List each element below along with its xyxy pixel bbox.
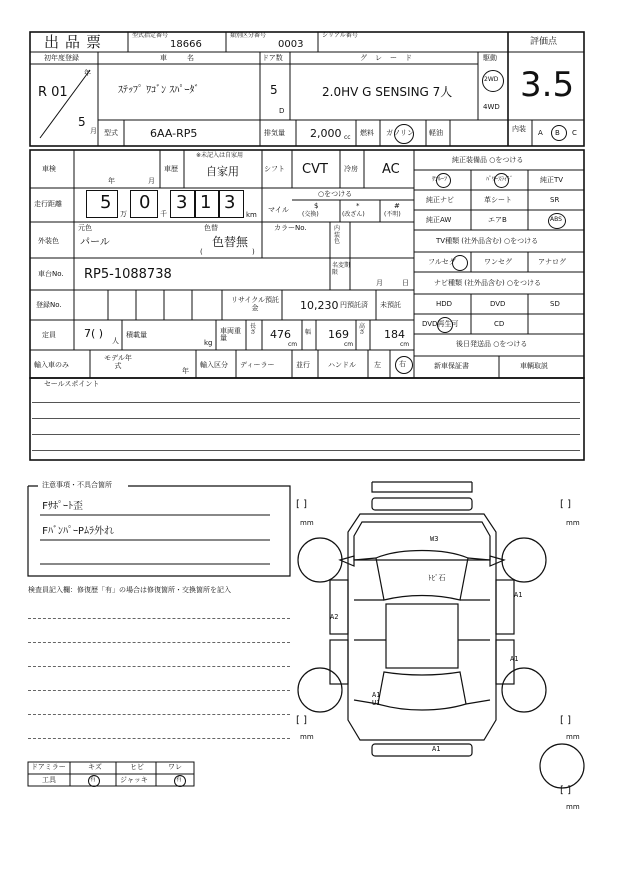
type-label: 型式 bbox=[104, 129, 118, 137]
km-unit: km bbox=[246, 211, 257, 219]
handle-left: 左 bbox=[374, 361, 381, 369]
navi-hdd: HDD bbox=[436, 300, 453, 308]
damage-left-door: A2 bbox=[330, 613, 339, 621]
equipment-title: 純正装備品 ○をつける bbox=[452, 156, 524, 164]
interior-label: 内装 bbox=[512, 125, 526, 133]
navi-dvd: DVD bbox=[490, 300, 506, 308]
category-label: 類別区分番号 bbox=[230, 32, 267, 39]
later-warranty: 新車保証書 bbox=[434, 362, 469, 370]
mileage-digit-5: 3 bbox=[224, 192, 236, 213]
cc-unit: cc bbox=[344, 134, 351, 141]
interior-b: B bbox=[555, 129, 560, 137]
handle-right: 右 bbox=[399, 360, 406, 368]
acc-tool-label: 工具 bbox=[42, 776, 56, 784]
acc-scratch: キズ bbox=[88, 763, 102, 771]
equip-power-slide: ﾊﾟﾜｰｽﾗｲﾄﾞ bbox=[486, 176, 514, 183]
load-label: 積載量 bbox=[126, 331, 147, 339]
model-code: 18666 bbox=[170, 39, 202, 50]
width-unit: cm bbox=[344, 341, 354, 348]
drive-2wd: 2WD bbox=[484, 76, 499, 83]
mm-front-left: mm bbox=[300, 519, 314, 527]
mileage-label: 走行距離 bbox=[34, 200, 62, 208]
height-value: 184 bbox=[384, 328, 405, 341]
category-code: 0003 bbox=[278, 39, 304, 50]
navi-cd: CD bbox=[494, 320, 505, 328]
interior-c: C bbox=[572, 129, 577, 137]
navi-sd: SD bbox=[550, 300, 560, 308]
sen-unit: 千 bbox=[160, 210, 167, 218]
import-type-label: 輸入区分 bbox=[200, 361, 228, 369]
form-title: 出品票 bbox=[44, 33, 108, 51]
car-name-label: 車名 bbox=[160, 54, 214, 62]
man-unit: 万 bbox=[120, 210, 127, 218]
interior-a: A bbox=[538, 129, 543, 137]
capacity-value: 7( ) bbox=[84, 327, 104, 340]
height-label: 高さ bbox=[359, 323, 366, 336]
capacity-label: 定員 bbox=[42, 331, 56, 339]
tv-fullseg: フルセグ bbox=[428, 258, 456, 266]
recycle-not: 未預託 bbox=[380, 301, 401, 309]
model-year-label: モデル年式 bbox=[104, 354, 132, 371]
inspector-note: 検査員記入欄：修復歴「有」の場合は修復箇所・交換箇所を記入 bbox=[28, 586, 231, 594]
width-label: 幅 bbox=[305, 329, 312, 336]
later-title: 後日発送品 ○をつける bbox=[456, 340, 528, 348]
acc-tool: 有 bbox=[90, 776, 97, 783]
title-change-label: 名変期限 bbox=[332, 262, 351, 277]
acc-jack: 有 bbox=[176, 776, 183, 783]
title-change-day: 日 bbox=[402, 279, 409, 287]
mm-rear-left: mm bbox=[300, 733, 314, 741]
mileage-digit-1: 5 bbox=[100, 192, 112, 213]
mile-dollar: $ bbox=[314, 202, 319, 210]
door-count: 5 bbox=[270, 83, 278, 97]
ac-value: AC bbox=[382, 162, 400, 177]
color-paren-open: ( bbox=[200, 248, 203, 256]
tv-analog: アナログ bbox=[538, 258, 566, 266]
inspection-year: 年 bbox=[108, 177, 115, 185]
displacement-label: 排気量 bbox=[264, 129, 285, 137]
acc-break: ワレ bbox=[168, 763, 182, 771]
handle-label: ハンドル bbox=[328, 361, 356, 369]
car-name: ｽﾃｯﾌﾟ ﾜｺﾞﾝ ｽﾊﾟｰﾀﾞ bbox=[118, 85, 200, 96]
height-unit: cm bbox=[400, 341, 410, 348]
capacity-unit: 人 bbox=[112, 337, 119, 345]
tv-title: TV種類 (社外品含む) ○をつける bbox=[436, 237, 539, 245]
acc-crack: ヒビ bbox=[130, 763, 144, 771]
note-line-1: Fｻﾎﾟｰﾄ歪 bbox=[42, 501, 84, 512]
ac-label: 冷房 bbox=[344, 165, 358, 173]
interior-color-label: 内装色 bbox=[334, 225, 341, 246]
bracket-rear-right: [ ] bbox=[560, 715, 571, 726]
bracket-front-left: [ ] bbox=[296, 499, 307, 510]
first-reg-label: 初年度登録 bbox=[44, 54, 79, 62]
exterior-color-label: 外装色 bbox=[38, 237, 59, 245]
recycle-label: リサイクル預託金 bbox=[230, 296, 280, 313]
registration-label: 登録No. bbox=[36, 301, 62, 309]
mile-asterisk: * bbox=[356, 202, 360, 210]
chassis-number: RP5-1088738 bbox=[84, 267, 172, 282]
navi-dvd-play: DVD再生可 bbox=[422, 320, 459, 328]
mile-exchange: (交換) bbox=[302, 211, 319, 218]
import-dealer: ディーラー bbox=[240, 361, 275, 369]
damage-left-rear: A1 U1 bbox=[372, 691, 381, 707]
bracket-spare: [ ] bbox=[560, 785, 571, 796]
chassis-label: 車台No. bbox=[38, 270, 64, 278]
sales-points-label: セールスポイント bbox=[44, 380, 100, 388]
equip-leather: 革シート bbox=[484, 196, 512, 204]
inspection-month: 月 bbox=[148, 177, 155, 185]
shift-value: CVT bbox=[302, 162, 328, 177]
original-color-label: 元色 bbox=[78, 224, 92, 232]
mileage-digit-2: 0 bbox=[139, 192, 151, 213]
fuel-gasoline: ガソリン bbox=[386, 129, 414, 137]
grade: 2.0HV G SENSING 7人 bbox=[322, 85, 453, 99]
mileage-digit-4: 1 bbox=[200, 192, 212, 213]
navi-title: ナビ種類 (社外品含む) ○をつける bbox=[434, 279, 542, 287]
length-unit: cm bbox=[288, 341, 298, 348]
model-year-unit: 年 bbox=[182, 367, 189, 375]
mile-label: マイル bbox=[268, 206, 289, 214]
history-label: 車歴 bbox=[164, 165, 178, 173]
color-change: 色替無 bbox=[212, 235, 249, 249]
door-type: D bbox=[279, 107, 285, 115]
acc-door-mirror: ドアミラー bbox=[31, 763, 66, 771]
damage-roof-chip: ﾄﾋﾞ石 bbox=[428, 574, 446, 582]
drive-label: 駆動 bbox=[483, 54, 497, 62]
equip-navi: 純正ナビ bbox=[426, 196, 454, 204]
year-suffix: 年 bbox=[84, 69, 91, 77]
length-value: 476 bbox=[270, 328, 291, 341]
recycle-amount: 10,230 bbox=[300, 299, 339, 312]
import-label: 輸入車のみ bbox=[34, 361, 69, 369]
damage-rear-bumper: A1 bbox=[432, 745, 441, 753]
equip-aw: 純正AW bbox=[426, 216, 452, 224]
note-line-2: FﾊﾞﾝﾊﾟｰPﾑﾗ外れ bbox=[42, 526, 115, 537]
bracket-rear-left: [ ] bbox=[296, 715, 307, 726]
equip-tv: 純正TV bbox=[540, 176, 564, 184]
circle-note: ○をつける bbox=[318, 190, 353, 198]
equip-abs: ABS bbox=[550, 216, 562, 223]
color-paren-close: ) bbox=[252, 248, 255, 256]
damage-right-door: A1 bbox=[510, 655, 519, 663]
serial-label: シリアル番号 bbox=[322, 32, 358, 39]
history-note: ※未記入は自家用 bbox=[196, 152, 244, 159]
acc-jack-label: ジャッキ bbox=[120, 776, 148, 784]
displacement: 2,000 bbox=[310, 127, 342, 140]
weight-label: 車両重量 bbox=[220, 327, 241, 342]
equip-airbag: エアB bbox=[488, 216, 507, 224]
color-change-label: 色替 bbox=[204, 224, 218, 232]
color-code-label: カラーNo. bbox=[274, 224, 307, 232]
first-reg-month: 5 bbox=[78, 115, 86, 129]
equip-sr: SR bbox=[550, 196, 560, 204]
mile-hash: # bbox=[394, 202, 400, 210]
car-damage-diagram[interactable] bbox=[298, 482, 584, 788]
mile-unknown: (不明) bbox=[384, 211, 401, 218]
mile-altered: (改ざん) bbox=[342, 211, 365, 218]
width-value: 169 bbox=[328, 328, 349, 341]
tv-oneseg: ワンセグ bbox=[484, 258, 512, 266]
recycle-unit: 円預託済 bbox=[340, 301, 368, 309]
drive-4wd: 4WD bbox=[483, 103, 500, 111]
later-manual: 車輌取説 bbox=[520, 362, 548, 370]
grade-label: グレード bbox=[360, 54, 420, 62]
first-reg-year: R 01 bbox=[38, 85, 68, 100]
title-change-month: 月 bbox=[376, 279, 383, 287]
doors-label: ドア数 bbox=[262, 54, 283, 62]
mm-spare: mm bbox=[566, 803, 580, 811]
mm-front-right: mm bbox=[566, 519, 580, 527]
vehicle-type: 6AA-RP5 bbox=[150, 127, 198, 140]
score-label: 評価点 bbox=[530, 37, 558, 47]
notes-title: 注意事項・不具合箇所 bbox=[42, 481, 112, 489]
month-suffix: 月 bbox=[90, 127, 97, 135]
damage-right-front: A1 bbox=[514, 591, 523, 599]
damage-windshield: W3 bbox=[430, 535, 439, 543]
inspection-label: 車検 bbox=[42, 165, 56, 173]
history-value: 自家用 bbox=[206, 165, 239, 178]
import-parallel: 並行 bbox=[296, 361, 310, 369]
equip-sunroof: ｻﾝﾙｰﾌ bbox=[432, 176, 448, 183]
mileage-digit-3: 3 bbox=[176, 192, 188, 213]
model-code-label: 型式指定番号 bbox=[132, 32, 169, 39]
mm-rear-right: mm bbox=[566, 733, 580, 741]
bracket-front-right: [ ] bbox=[560, 499, 571, 510]
original-color: パール bbox=[80, 237, 110, 248]
fuel-label: 燃料 bbox=[360, 129, 374, 137]
score-value: 3.5 bbox=[520, 65, 575, 105]
shift-label: シフト bbox=[264, 165, 285, 173]
load-unit: kg bbox=[204, 339, 213, 347]
length-label: 長さ bbox=[250, 323, 257, 336]
fuel-diesel: 軽油 bbox=[429, 129, 443, 137]
